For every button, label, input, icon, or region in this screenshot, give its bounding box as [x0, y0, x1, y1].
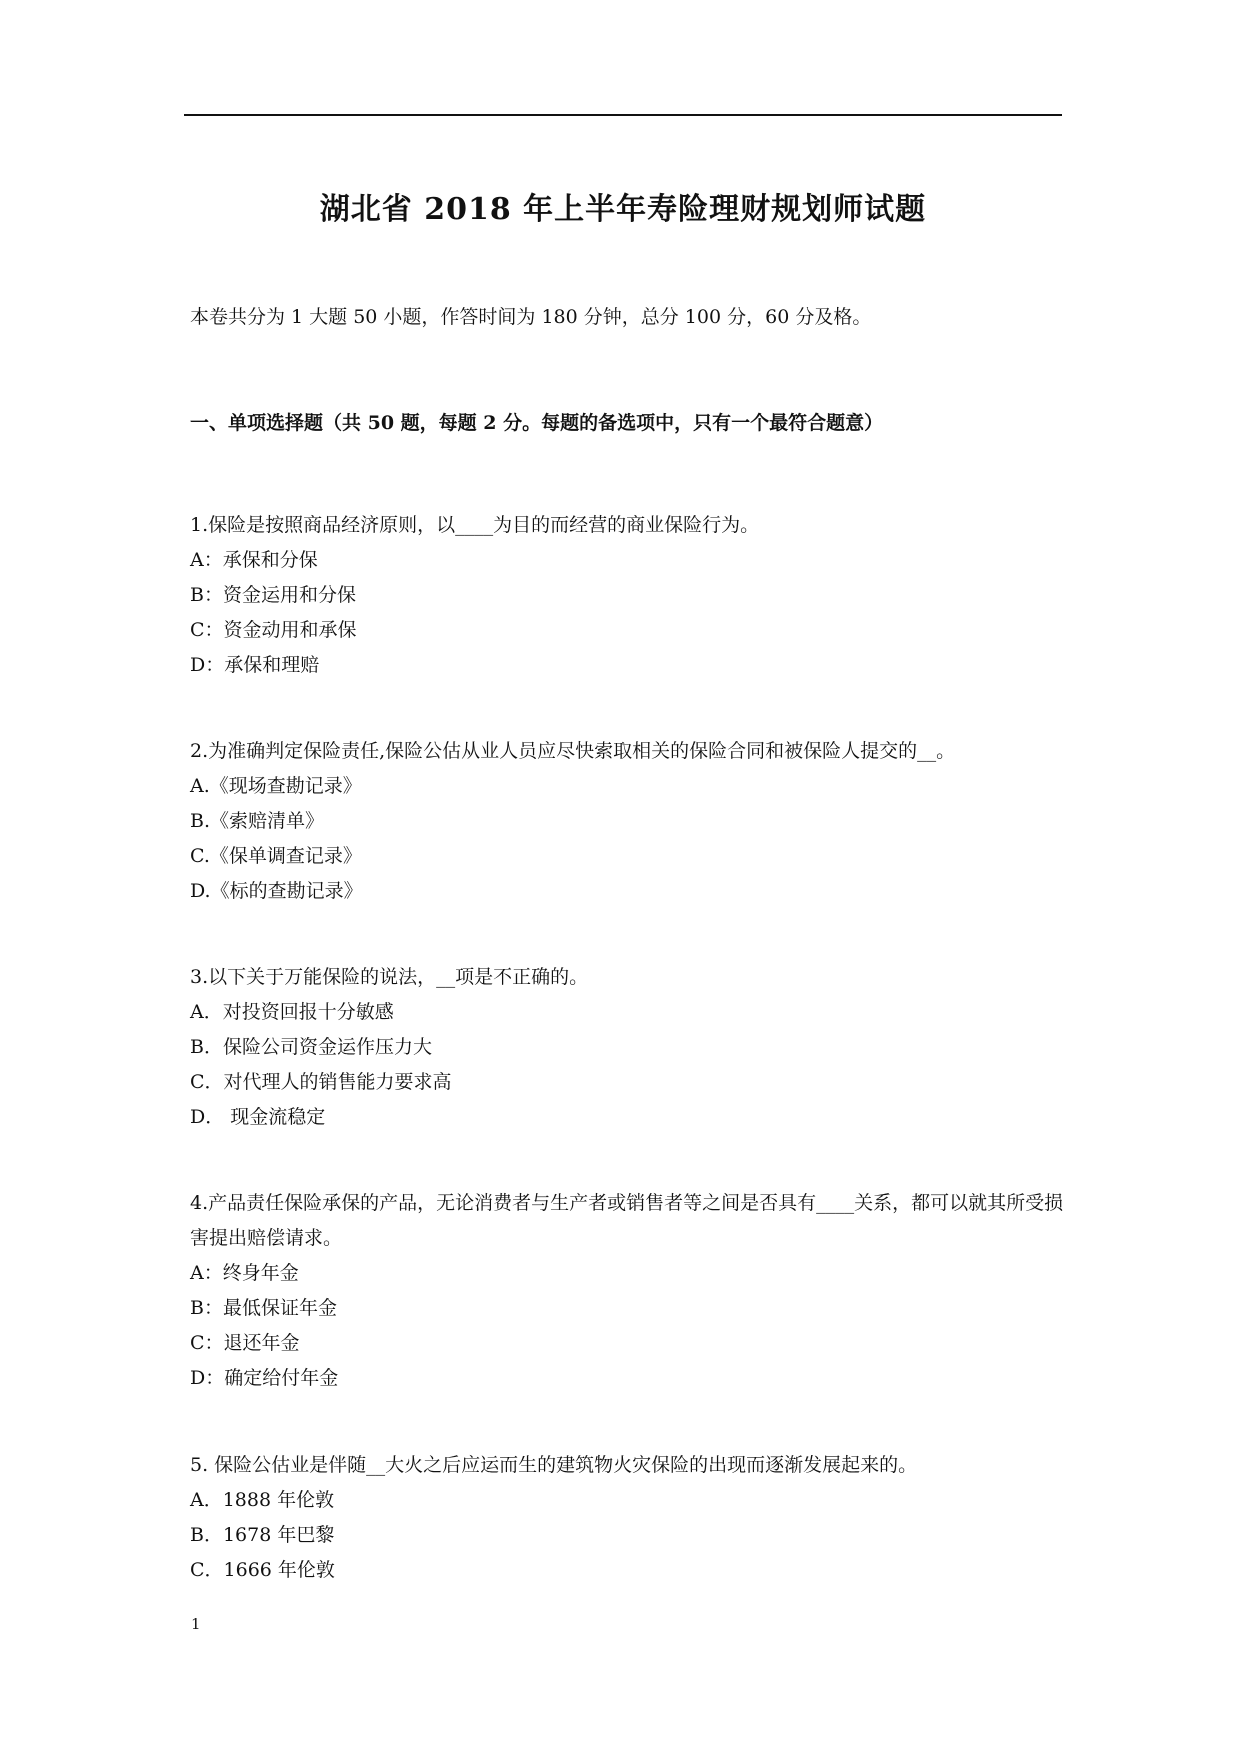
answer-option: A.《现场查勘记录》 — [190, 775, 362, 797]
answer-option: D：承保和理赔 — [190, 654, 320, 676]
answer-option: B.《索赔清单》 — [190, 810, 325, 832]
question-stem: 2.为准确判定保险责任,保险公估从业人员应尽快索取相关的保险合同和被保险人提交的__。 — [190, 740, 956, 762]
question-1 — [190, 508, 1070, 683]
answer-option: A．1888 年伦敦 — [190, 1489, 335, 1511]
answer-option: B．1678 年巴黎 — [190, 1524, 335, 1546]
answer-option: C：退还年金 — [190, 1332, 300, 1354]
question-3 — [190, 960, 1070, 1135]
header-rule — [184, 114, 1062, 116]
question-2 — [190, 734, 1070, 909]
section-heading: 一、单项选择题（共 50 题，每题 2 分。每题的备选项中，只有一个最符合题意） — [190, 412, 884, 434]
question-stem: 5. 保险公估业是伴随__大火之后应运而生的建筑物火灾保险的出现而逐渐发展起来的。 — [190, 1454, 918, 1476]
answer-option: B：资金运用和分保 — [190, 584, 356, 606]
answer-option: C．1666 年伦敦 — [190, 1559, 335, 1581]
answer-option: B：最低保证年金 — [190, 1297, 337, 1319]
question-stem: 4.产品责任保险承保的产品，无论消费者与生产者或销售者等之间是否具有____关系，都可以就其所受损害提出赔偿请求。 — [190, 1192, 1064, 1249]
answer-option: D：确定给付年金 — [190, 1367, 339, 1389]
answer-option: A：终身年金 — [190, 1262, 299, 1284]
answer-option: C.《保单调查记录》 — [190, 845, 362, 867]
question-stem: 1.保险是按照商品经济原则，以____为目的而经营的商业保险行为。 — [190, 514, 760, 536]
document-title: 湖北省 2018 年上半年寿险理财规划师试题 — [319, 192, 927, 227]
question-4 — [190, 1186, 1070, 1396]
question-stem: 3.以下关于万能保险的说法，__项是不正确的。 — [190, 966, 589, 988]
answer-option: D.《标的查勘记录》 — [190, 880, 363, 902]
page-number: 1 — [191, 1615, 201, 1633]
answer-option: A．对投资回报十分敏感 — [190, 1001, 394, 1023]
answer-option: C：资金动用和承保 — [190, 619, 357, 641]
question-5 — [190, 1448, 1070, 1588]
answer-option: C．对代理人的销售能力要求高 — [190, 1071, 452, 1093]
exam-intro: 本卷共分为 1 大题 50 小题，作答时间为 180 分钟，总分 100 分，60 分及格。 — [190, 306, 872, 328]
answer-option: A：承保和分保 — [190, 549, 318, 571]
answer-option: B．保险公司资金运作压力大 — [190, 1036, 432, 1058]
answer-option: D． 现金流稳定 — [190, 1106, 326, 1128]
